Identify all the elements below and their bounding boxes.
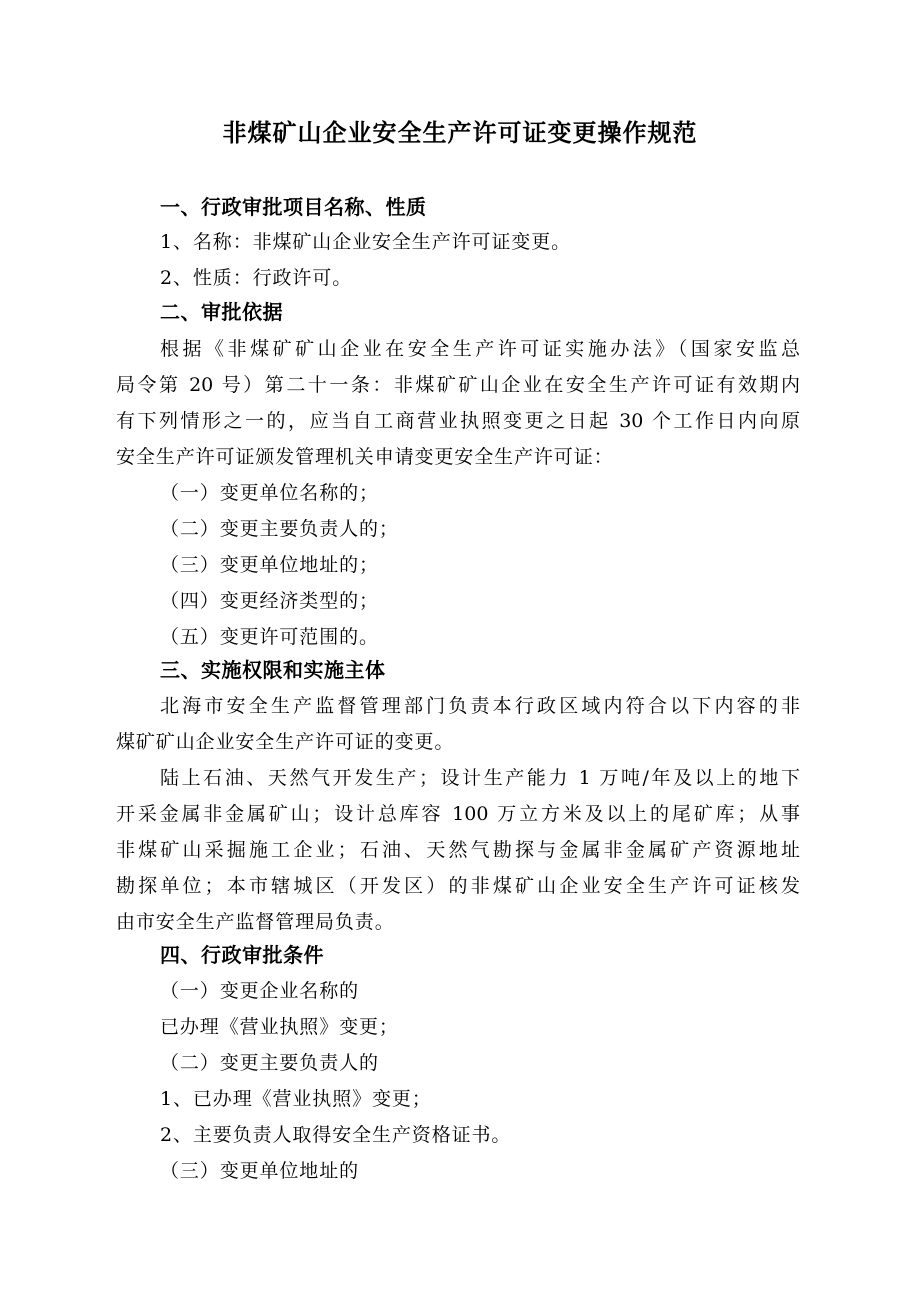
- list-item: （二）变更主要负责人的: [160, 1052, 379, 1074]
- list-item: （三）变更单位地址的: [160, 1160, 360, 1182]
- list-item: （四）变更经济类型的；: [160, 590, 379, 612]
- section-heading-4: 四、行政审批条件: [160, 943, 324, 967]
- list-item: （三）变更单位地址的；: [160, 554, 379, 576]
- document-title: 非煤矿山企业安全生产许可证变更操作规范: [222, 118, 698, 147]
- paragraph-line: 由市安全生产监督管理局负责。: [116, 911, 395, 933]
- paragraph-line: 安全生产许可证颁发管理机关申请变更安全生产许可证：: [116, 446, 614, 468]
- paragraph-line: 开采金属非金属矿山；设计总库容 100 万立方米及以上的尾矿库；从事: [116, 803, 800, 825]
- paragraph-line: 根据《非煤矿矿山企业在安全生产许可证实施办法》（国家安监总: [160, 338, 800, 360]
- paragraph-line: 1、名称：非煤矿山企业安全生产许可证变更。: [160, 231, 571, 253]
- list-item: （二）变更主要负责人的；: [160, 518, 399, 540]
- list-item: （一）变更企业名称的: [160, 980, 360, 1002]
- paragraph-line: 2、性质：行政许可。: [160, 267, 353, 289]
- paragraph-line: 煤矿矿山企业安全生产许可证的变更。: [116, 731, 455, 753]
- paragraph-line: 非煤矿山采掘施工企业；石油、天然气勘探与金属非金属矿产资源地址: [116, 839, 800, 861]
- list-item: （一）变更单位名称的；: [160, 482, 379, 504]
- paragraph-line: 局令第 20 号）第二十一条：非煤矿矿山企业在安全生产许可证有效期内: [116, 374, 800, 396]
- paragraph-line: 北海市安全生产监督管理部门负责本行政区域内符合以下内容的非: [160, 695, 800, 717]
- paragraph-line: 勘探单位；本市辖城区（开发区）的非煤矿山企业安全生产许可证核发: [116, 875, 800, 897]
- section-heading-3: 三、实施权限和实施主体: [160, 658, 386, 682]
- paragraph-line: 2、主要负责人取得安全生产资格证书。: [160, 1124, 512, 1146]
- section-heading-2: 二、审批依据: [160, 300, 283, 324]
- paragraph-line: 1、已办理《营业执照》变更；: [160, 1088, 432, 1110]
- paragraph-line: 有下列情形之一的，应当自工商营业执照变更之日起 30 个工作日内向原: [116, 410, 800, 432]
- list-item: （五）变更许可范围的。: [160, 626, 379, 648]
- paragraph-line: 已办理《营业执照》变更；: [160, 1016, 399, 1038]
- paragraph-line: 陆上石油、天然气开发生产；设计生产能力 1 万吨/年及以上的地下: [160, 767, 800, 789]
- section-heading-1: 一、行政审批项目名称、性质: [160, 195, 427, 219]
